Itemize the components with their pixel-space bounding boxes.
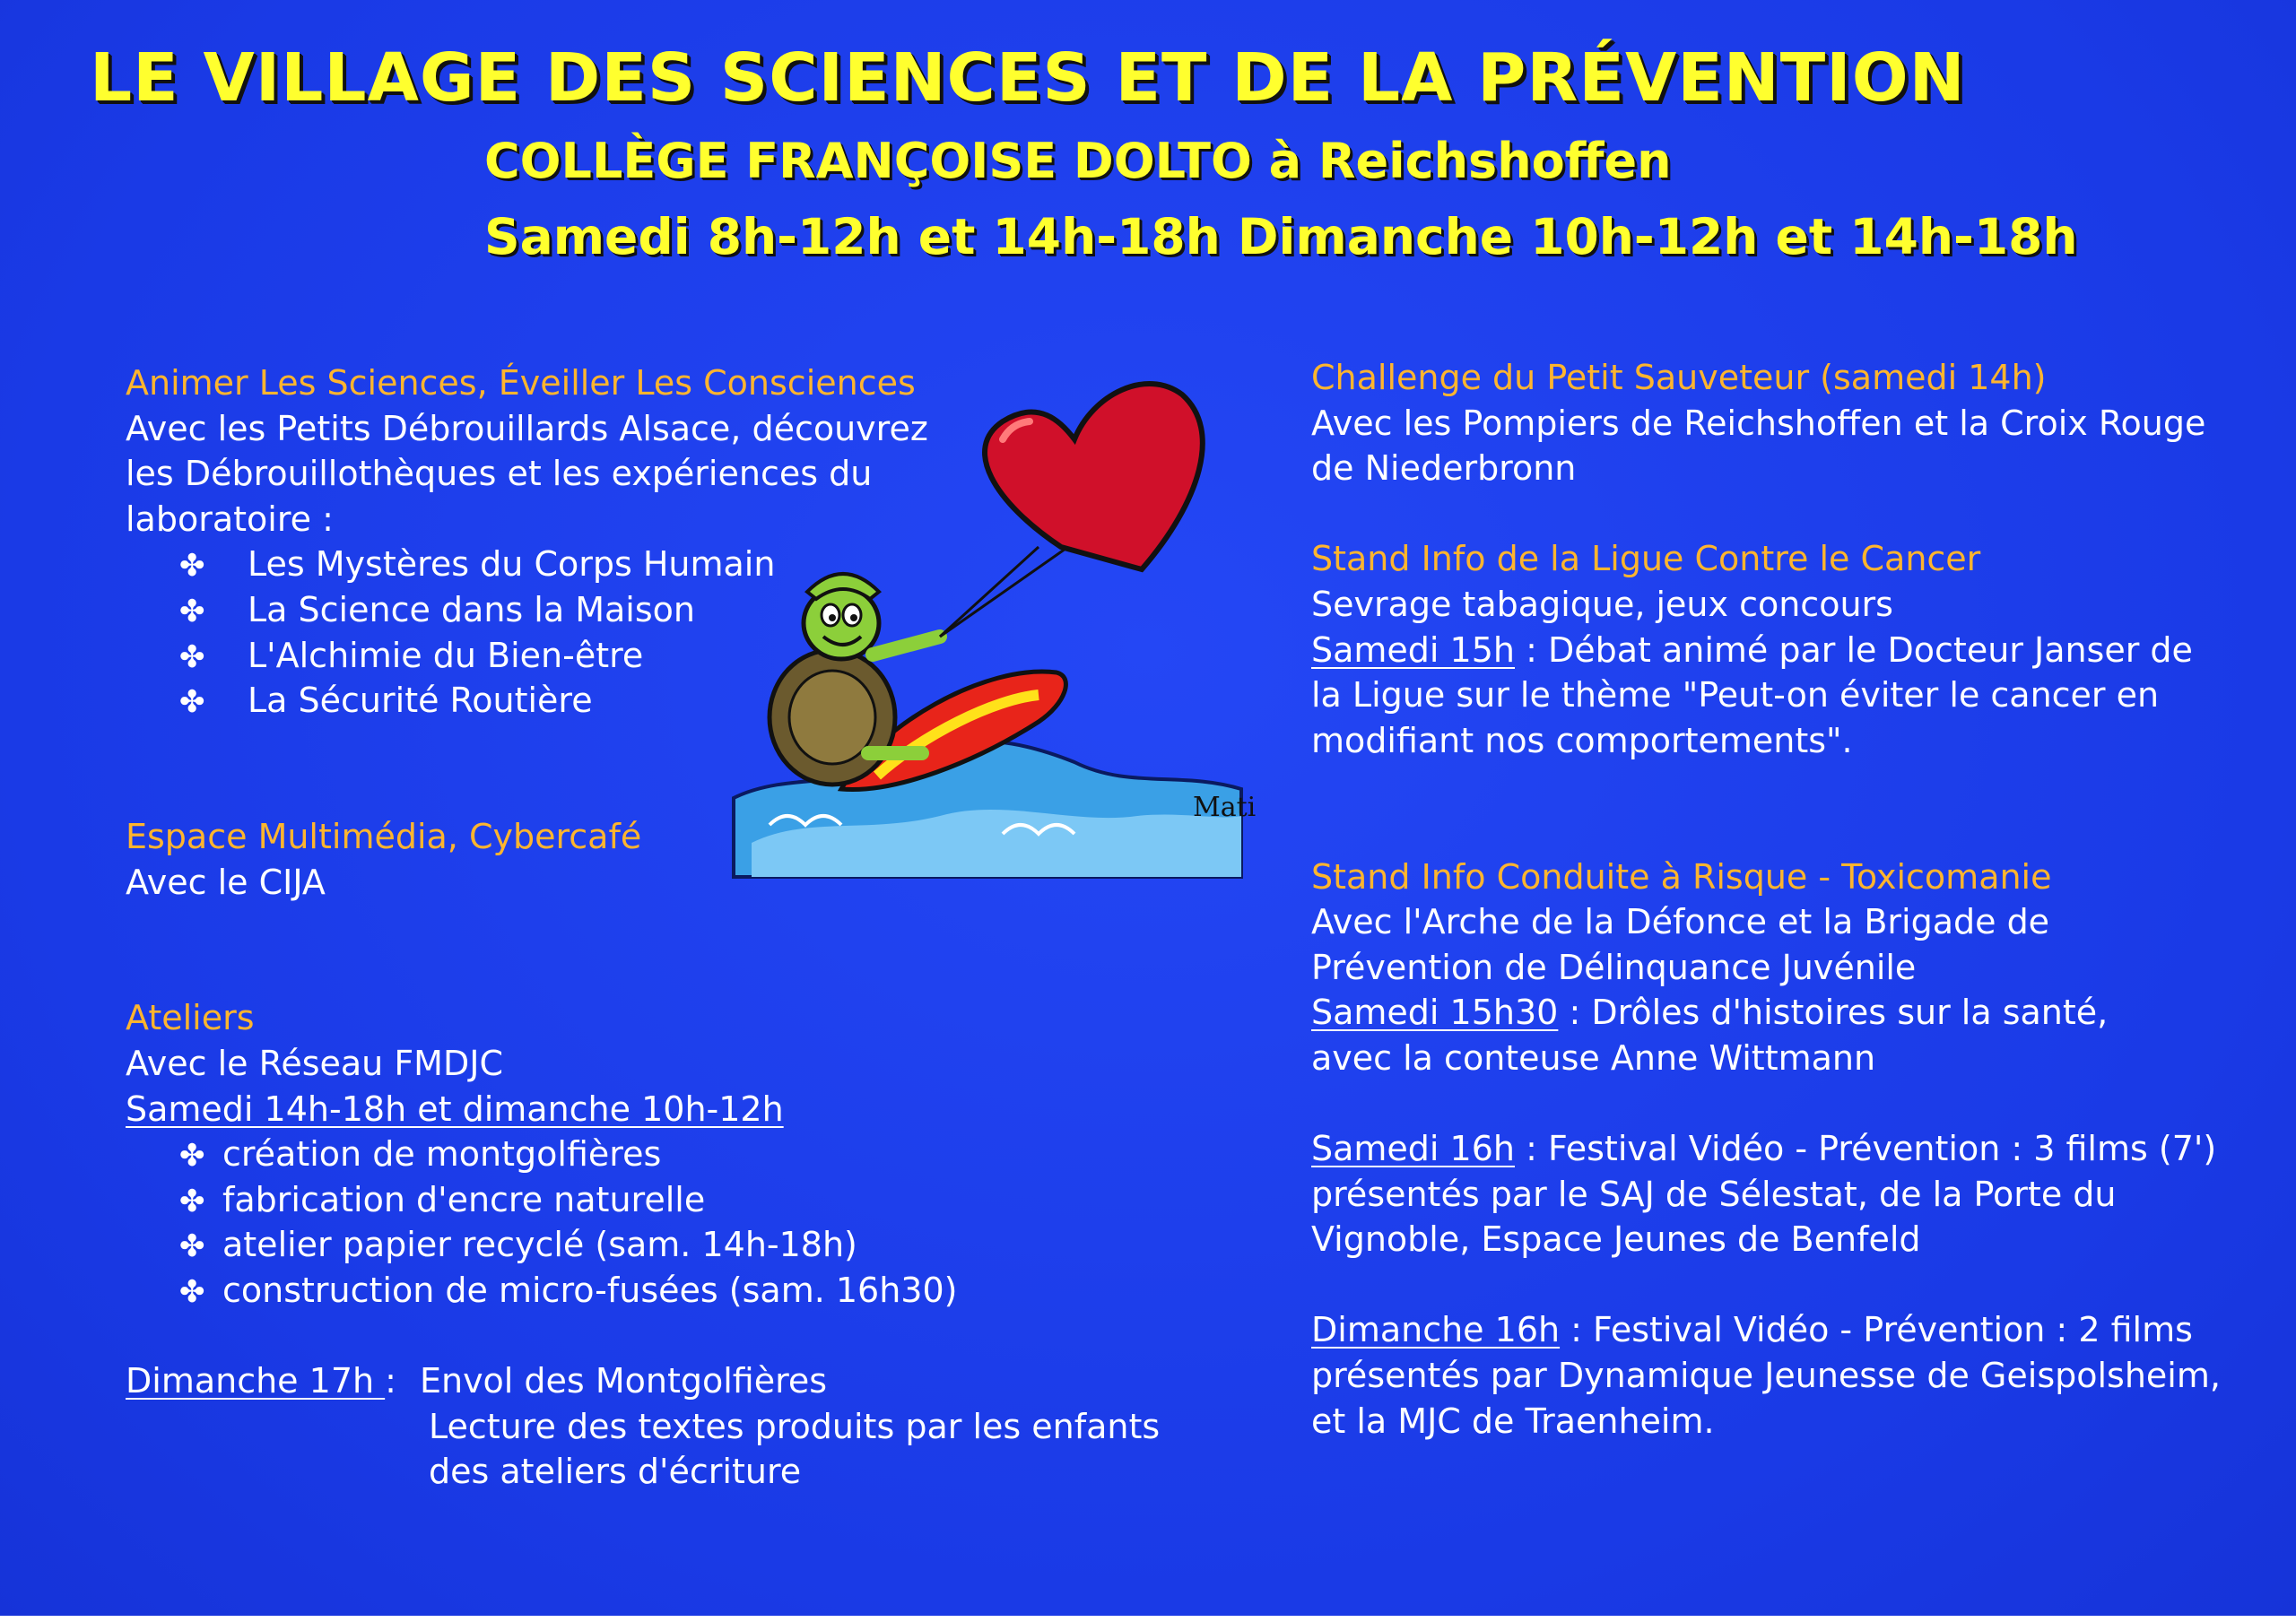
event-time: Samedi 15h30 (1311, 993, 1559, 1033)
text-line: Prévention de Délinquance Juvénile (1311, 947, 1917, 987)
partner-name: CIJA (258, 862, 326, 902)
list-item: ✤ L'Alchimie du Bien-être (126, 633, 1220, 679)
list-item: ✤ fabrication d'encre naturelle (126, 1177, 1220, 1223)
schedule-dates: Samedi 14h-18h et dimanche 10h-12h (126, 1089, 784, 1129)
partner-name: Petits Débrouillards Alsace (276, 408, 731, 448)
text-line: Sevrage tabagique, jeux concours (1311, 584, 1893, 624)
section-heading-multimedia: Espace Multimédia, Cybercafé (126, 816, 642, 856)
bullet-icon: ✤ (179, 638, 205, 675)
text-line: des ateliers d'écriture (429, 1452, 802, 1492)
text-line: présentés par le SAJ de Sélestat, de la Porte du (1311, 1174, 2117, 1214)
text-line: Samedi 15h : Débat animé par le Docteur Janser de (1311, 629, 2193, 670)
artist-signature: Mati (1193, 792, 1257, 823)
text-line: Avec les Petits Débrouillards Alsace, découvrez (126, 408, 928, 448)
section-heading-cancer: Stand Info de la Ligue Contre le Cancer (1311, 539, 1981, 579)
text-line: Avec les Pompiers de Reichshoffen et la Croix Rouge (1311, 403, 2206, 443)
list-item: ✤ La Science dans la Maison (126, 587, 1220, 633)
event-time: Dimanche 16h (1311, 1310, 1561, 1350)
text-line: Dimanche 16h : Festival Vidéo - Prévention : 2 films (1311, 1310, 2193, 1350)
partner-name: Brigade de (1864, 902, 2050, 942)
partner-name: Pompiers de Reichshoffen (1462, 403, 1903, 443)
text-line: Dimanche 17h : Envol des Montgolfières (126, 1361, 828, 1401)
text-line: Vignoble, Espace Jeunes de Benfeld (1311, 1219, 1921, 1260)
text-line: présentés par Dynamique Jeunesse de Geispolsheim, (1311, 1356, 2221, 1396)
bullet-icon: ✤ (179, 593, 205, 629)
text-line: Avec le Réseau FMDJC (126, 1043, 503, 1083)
event-time: Samedi 15h (1311, 629, 1515, 670)
list-item: ✤ Les Mystères du Corps Humain (126, 542, 1220, 587)
bullet-icon: ✤ (179, 1183, 205, 1219)
page-title: LE VILLAGE DES SCIENCES ET DE LA PRÉVENTION (90, 39, 1966, 117)
text-line: Samedi 15h30 : Drôles d'histoires sur la santé, (1311, 993, 2109, 1033)
bullet-icon: ✤ (179, 684, 205, 721)
partner-name: Réseau FMDJC (258, 1043, 503, 1083)
text-line: et la MJC de Traenheim. (1311, 1401, 1715, 1441)
text-line: avec la conteuse Anne Wittmann (1311, 1037, 1876, 1078)
page-subtitle: COLLÈGE FRANÇOISE DOLTO à Reichshoffen (484, 133, 1672, 189)
partner-name: Croix Rouge (2000, 403, 2206, 443)
text-line: de Niederbronn (1311, 448, 1577, 489)
text-line: la Ligue sur le thème "Peut-on éviter le cancer en (1311, 675, 2160, 716)
section-heading-sciences: Animer Les Sciences, Éveiller Les Consciences (126, 363, 916, 403)
list-item: ✤ La Sécurité Routière (126, 678, 1220, 724)
bullet-icon: ✤ (179, 1273, 205, 1310)
text-line: Avec l'Arche de la Défonce et la Brigade de (1311, 902, 2050, 942)
list-item: ✤ atelier papier recyclé (sam. 14h-18h) (126, 1222, 1220, 1268)
turtle-surfing-illustration (734, 368, 1257, 877)
partner-name: Arche de la Défonce (1422, 902, 1767, 942)
bullet-icon: ✤ (179, 1228, 205, 1265)
event-name: Montgolfières (595, 1361, 828, 1401)
text-line: Samedi 16h : Festival Vidéo - Prévention : 3 films (7') (1311, 1129, 2217, 1169)
text-line: Avec le CIJA (126, 862, 326, 902)
event-time: Samedi 16h (1311, 1129, 1515, 1169)
list-item: ✤ création de montgolfières (126, 1132, 1220, 1177)
text-line: Lecture des textes produits par les enfants (429, 1406, 1161, 1446)
event-time: Dimanche 17h (126, 1361, 386, 1401)
opening-hours: Samedi 8h-12h et 14h-18h Dimanche 10h-12h et 14h-18h (484, 208, 2078, 265)
bullet-icon: ✤ (179, 1138, 205, 1175)
text-line: les Débrouillothèques et les expériences du (126, 454, 873, 494)
section-heading-sauveteur: Challenge du Petit Sauveteur (samedi 14h) (1311, 358, 2047, 397)
text-line: laboratoire : (126, 499, 334, 539)
section-heading-ateliers: Ateliers (126, 998, 255, 1038)
text-line (126, 1087, 1220, 1132)
bottom-edge (0, 1616, 2296, 1622)
right-column (1311, 355, 2262, 1444)
section-heading-toxicomanie: Stand Info Conduite à Risque - Toxicomanie (1311, 856, 2052, 897)
bullet-icon: ✤ (179, 548, 205, 585)
text-line: modifiant nos comportements". (1311, 720, 1853, 760)
list-item: ✤ construction de micro-fusées (sam. 16h30) (126, 1268, 1220, 1314)
